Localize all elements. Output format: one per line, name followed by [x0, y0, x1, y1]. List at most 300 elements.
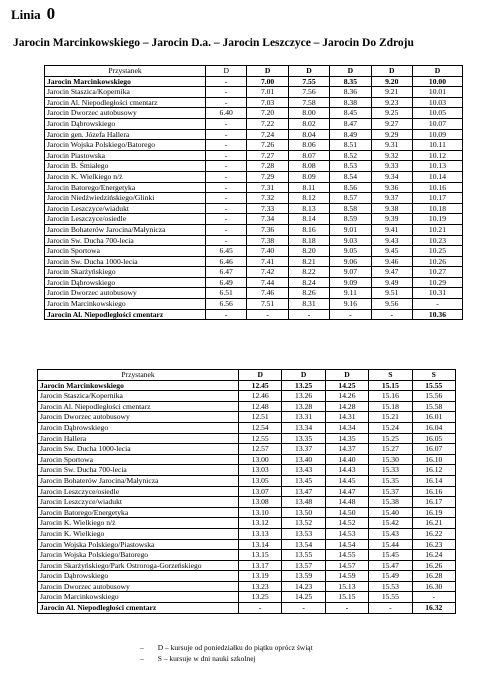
- departure-time: 14.57: [325, 560, 368, 571]
- departure-time: 6.51: [206, 288, 247, 299]
- departure-time: 13.23: [239, 581, 282, 592]
- departure-time: 15.16: [369, 391, 412, 402]
- departure-time: 14.34: [325, 422, 368, 433]
- departure-time: -: [330, 309, 371, 320]
- departure-time: 8.02: [288, 118, 329, 129]
- table-row: [38, 497, 456, 508]
- stop-name: Jarocin Leszczyce/osiedle: [45, 214, 206, 225]
- departure-time: 15.25: [369, 433, 412, 444]
- table-row: [38, 444, 456, 455]
- departure-time: 9.25: [371, 108, 412, 119]
- stop-name: Jarocin K. Wielkiego: [38, 528, 239, 539]
- departure-time: 9.06: [330, 256, 371, 267]
- departure-time: 10.29: [412, 277, 462, 288]
- departure-time: 13.26: [282, 391, 325, 402]
- departure-time: 13.25: [239, 592, 282, 603]
- departure-time: 16.01: [412, 412, 455, 423]
- departure-time: 7.40: [247, 246, 288, 257]
- stop-name: Jarocin Dąbrowskiego: [45, 277, 206, 288]
- departure-time: 13.31: [282, 412, 325, 423]
- stop-name: Jarocin Batorego/Energetyka: [45, 182, 206, 193]
- departure-time: 7.26: [247, 140, 288, 151]
- departure-time: 9.33: [371, 161, 412, 172]
- departure-time: 15.58: [412, 401, 455, 412]
- departure-time: 13.53: [282, 528, 325, 539]
- departure-time: 10.00: [412, 76, 462, 87]
- departure-time: 16.14: [412, 475, 455, 486]
- departure-time: 13.45: [282, 475, 325, 486]
- departure-time: 9.31: [371, 140, 412, 151]
- departure-time: 8.51: [330, 140, 371, 151]
- departure-time: 7.28: [247, 161, 288, 172]
- line-label: Linia: [11, 7, 41, 22]
- stop-name: Jarocin Sw. Ducha 1000-lecia: [45, 256, 206, 267]
- table-row: [38, 507, 456, 518]
- departure-time: 10.19: [412, 214, 462, 225]
- departure-time: 13.28: [282, 401, 325, 412]
- departure-time: 15.40: [369, 507, 412, 518]
- departure-time: -: [288, 309, 329, 320]
- table-row: [45, 224, 463, 235]
- departure-time: -: [325, 603, 368, 614]
- departure-time: -: [206, 193, 247, 204]
- departure-time: 9.38: [371, 203, 412, 214]
- departure-time: 9.05: [330, 246, 371, 257]
- departure-time: -: [206, 129, 247, 140]
- departure-time: 8.04: [288, 129, 329, 140]
- table-row: [45, 118, 463, 129]
- departure-time: 9.34: [371, 171, 412, 182]
- table-row: [45, 203, 463, 214]
- departure-time: 14.47: [325, 486, 368, 497]
- departure-time: 9.51: [371, 288, 412, 299]
- stop-name: Jarocin Batorego/Energetyka: [38, 507, 239, 518]
- departure-time: 15.55: [369, 592, 412, 603]
- departure-time: 15.37: [369, 486, 412, 497]
- departure-time: 6.49: [206, 277, 247, 288]
- departure-time: 8.08: [288, 161, 329, 172]
- departure-time: 8.57: [330, 193, 371, 204]
- departure-time: 7.42: [247, 267, 288, 278]
- departure-time: 8.53: [330, 161, 371, 172]
- departure-time: 9.47: [371, 267, 412, 278]
- table-row: [38, 581, 456, 592]
- table-row: [38, 412, 456, 423]
- departure-time: 13.07: [239, 486, 282, 497]
- departure-time: 16.21: [412, 518, 455, 529]
- departure-time: 15.55: [412, 380, 455, 391]
- departure-time: 9.21: [371, 87, 412, 98]
- departure-time: 9.01: [330, 224, 371, 235]
- departure-time: 9.27: [371, 118, 412, 129]
- departure-time: 16.17: [412, 497, 455, 508]
- stop-name: Jarocin Bohaterów Jarocina/Małynicza: [45, 224, 206, 235]
- departure-time: 13.47: [282, 486, 325, 497]
- departure-time: 7.44: [247, 277, 288, 288]
- legend: [140, 642, 313, 664]
- table-row: [45, 256, 463, 267]
- column-header: D: [325, 370, 368, 381]
- departure-time: 8.06: [288, 140, 329, 151]
- table-row: [45, 76, 463, 87]
- departure-time: 7.01: [247, 87, 288, 98]
- departure-time: 8.20: [288, 246, 329, 257]
- table-row: [38, 592, 456, 603]
- departure-time: 7.51: [247, 299, 288, 310]
- departure-time: 15.15: [325, 592, 368, 603]
- departure-time: 15.49: [369, 571, 412, 582]
- departure-time: -: [206, 118, 247, 129]
- table-row: [45, 193, 463, 204]
- departure-time: 13.34: [282, 422, 325, 433]
- departure-time: 10.27: [412, 267, 462, 278]
- stop-name: Jarocin Dworzec autobusowy: [45, 108, 206, 119]
- legend-text: S – kursuje w dni nauki szkolnej: [157, 654, 256, 663]
- table-row: [45, 161, 463, 172]
- departure-time: 16.19: [412, 507, 455, 518]
- departure-time: 13.55: [282, 550, 325, 561]
- departure-time: 13.08: [239, 497, 282, 508]
- table-row: [45, 150, 463, 161]
- departure-time: 7.38: [247, 235, 288, 246]
- departure-time: 7.34: [247, 214, 288, 225]
- table-row: [38, 391, 456, 402]
- stop-name: Jarocin Leszczyce/osiedle: [38, 486, 239, 497]
- departure-time: 12.45: [239, 380, 282, 391]
- table-row: [38, 560, 456, 571]
- departure-time: -: [206, 182, 247, 193]
- departure-time: 12.46: [239, 391, 282, 402]
- stop-name: Jarocin Wojska Polskiego/Batorego: [45, 140, 206, 151]
- stop-name: Jarocin Marcinkowskiego: [45, 76, 206, 87]
- stop-name: Jarocin Dąbrowskiego: [38, 571, 239, 582]
- route-title: Jarocin Marcinkowskiego – Jarocin D.a. – Jarocin Leszczyce – Jarocin Do Zdroju: [13, 37, 414, 49]
- table-row: [38, 380, 456, 391]
- departure-time: 7.33: [247, 203, 288, 214]
- departure-time: -: [247, 309, 288, 320]
- departure-time: 14.35: [325, 433, 368, 444]
- departure-time: 13.14: [239, 539, 282, 550]
- departure-time: 8.52: [330, 150, 371, 161]
- departure-time: 7.58: [288, 97, 329, 108]
- departure-time: 13.52: [282, 518, 325, 529]
- departure-time: 13.12: [239, 518, 282, 529]
- legend-text: D – kursuje od poniedziałku do piątku oprócz świąt: [157, 643, 313, 652]
- departure-time: 12.51: [239, 412, 282, 423]
- departure-time: 8.47: [330, 118, 371, 129]
- departure-time: 13.19: [239, 571, 282, 582]
- stop-name: Jarocin Sportowa: [38, 454, 239, 465]
- table-row: [45, 129, 463, 140]
- departure-time: 9.45: [371, 246, 412, 257]
- column-header: D: [282, 370, 325, 381]
- departure-time: 16.22: [412, 528, 455, 539]
- departure-time: -: [206, 76, 247, 87]
- departure-time: 15.56: [412, 391, 455, 402]
- departure-time: 15.13: [325, 581, 368, 592]
- stop-name: Jarocin Sw. Ducha 700-lecia: [45, 235, 206, 246]
- departure-time: 7.27: [247, 150, 288, 161]
- table-row: [45, 267, 463, 278]
- table-row: [38, 465, 456, 476]
- stop-name: Jarocin Al. Niepodległości cmentarz: [38, 401, 239, 412]
- departure-time: 10.16: [412, 182, 462, 193]
- departure-time: 9.36: [371, 182, 412, 193]
- departure-time: 8.36: [330, 87, 371, 98]
- departure-time: 13.00: [239, 454, 282, 465]
- table-row: [45, 171, 463, 182]
- departure-time: 16.23: [412, 539, 455, 550]
- departure-time: -: [206, 203, 247, 214]
- table-row: [45, 299, 463, 310]
- departure-time: 8.26: [288, 288, 329, 299]
- departure-time: 13.57: [282, 560, 325, 571]
- departure-time: 12.48: [239, 401, 282, 412]
- stop-name: Jarocin Al. Niepodległości cmentarz: [45, 97, 206, 108]
- table-row: [38, 475, 456, 486]
- column-header: D: [288, 66, 329, 77]
- table-row: [45, 182, 463, 193]
- table-row: [38, 550, 456, 561]
- departure-time: -: [206, 171, 247, 182]
- departure-time: 16.28: [412, 571, 455, 582]
- departure-time: 7.56: [288, 87, 329, 98]
- stop-name: Jarocin Marcinkowskiego: [38, 380, 239, 391]
- stop-name: Jarocin Dworzec autobusowy: [45, 288, 206, 299]
- departure-time: -: [412, 592, 455, 603]
- departure-time: 13.54: [282, 539, 325, 550]
- timetable-1-body: [45, 76, 463, 320]
- departure-time: 13.40: [282, 454, 325, 465]
- departure-time: 12.54: [239, 422, 282, 433]
- departure-time: 13.10: [239, 507, 282, 518]
- legend-item: [140, 642, 313, 653]
- departure-time: -: [239, 603, 282, 614]
- stop-name: Jarocin Leszczyce/wiadukt: [38, 497, 239, 508]
- departure-time: 9.49: [371, 277, 412, 288]
- departure-time: 10.01: [412, 87, 462, 98]
- legend-item: [140, 653, 313, 664]
- departure-time: 9.09: [330, 277, 371, 288]
- table-row: [38, 486, 456, 497]
- departure-time: 8.13: [288, 203, 329, 214]
- departure-time: 9.39: [371, 214, 412, 225]
- departure-time: 15.38: [369, 497, 412, 508]
- departure-time: 14.53: [325, 528, 368, 539]
- table-row: [38, 422, 456, 433]
- stop-name: Jarocin Sw. Ducha 700-lecia: [38, 465, 239, 476]
- stop-name: Jarocin Leszczyce/wiadukt: [45, 203, 206, 214]
- departure-time: 13.35: [282, 433, 325, 444]
- stop-name: Jarocin Dworzec autobusowy: [38, 412, 239, 423]
- departure-time: 9.20: [371, 76, 412, 87]
- departure-time: 15.15: [369, 380, 412, 391]
- departure-time: 14.28: [325, 401, 368, 412]
- departure-time: -: [206, 309, 247, 320]
- departure-time: -: [206, 224, 247, 235]
- departure-time: 8.22: [288, 267, 329, 278]
- departure-time: 15.35: [369, 475, 412, 486]
- stop-name: Jarocin Dąbrowskiego: [38, 422, 239, 433]
- table-row: [38, 454, 456, 465]
- stop-column-header: Przystanek: [45, 66, 206, 77]
- departure-time: 15.47: [369, 560, 412, 571]
- departure-time: 15.21: [369, 412, 412, 423]
- departure-time: 16.32: [412, 603, 455, 614]
- departure-time: 8.49: [330, 129, 371, 140]
- departure-time: 9.07: [330, 267, 371, 278]
- departure-time: -: [371, 309, 412, 320]
- departure-time: 7.22: [247, 118, 288, 129]
- stop-name: Jarocin Niedźwiedzińskiego/Glinki: [45, 193, 206, 204]
- departure-time: 10.11: [412, 140, 462, 151]
- departure-time: 13.43: [282, 465, 325, 476]
- timetable-2-header-row: [38, 370, 456, 381]
- column-header: S: [369, 370, 412, 381]
- departure-time: 13.17: [239, 560, 282, 571]
- departure-time: 14.48: [325, 497, 368, 508]
- table-row: [38, 528, 456, 539]
- departure-time: 10.18: [412, 203, 462, 214]
- departure-time: 14.54: [325, 539, 368, 550]
- column-header: D: [247, 66, 288, 77]
- timetable-2-body: [38, 380, 456, 613]
- column-header: D: [206, 66, 247, 77]
- stop-name: Jarocin Skarżyńskiego: [45, 267, 206, 278]
- stop-name: Jarocin Staszica/Kopernika: [38, 391, 239, 402]
- departure-time: 15.53: [369, 581, 412, 592]
- departure-time: 6.46: [206, 256, 247, 267]
- departure-time: 10.23: [412, 235, 462, 246]
- departure-time: -: [412, 299, 462, 310]
- departure-time: 9.23: [371, 97, 412, 108]
- table-row: [38, 433, 456, 444]
- departure-time: 14.45: [325, 475, 368, 486]
- departure-time: 12.55: [239, 433, 282, 444]
- departure-time: -: [369, 603, 412, 614]
- table-row: [45, 97, 463, 108]
- departure-time: 14.40: [325, 454, 368, 465]
- stop-name: Jarocin Al. Niepodległości cmentarz: [45, 309, 206, 320]
- departure-time: 9.37: [371, 193, 412, 204]
- departure-time: 8.16: [288, 224, 329, 235]
- departure-time: 14.59: [325, 571, 368, 582]
- departure-time: 15.18: [369, 401, 412, 412]
- departure-time: 9.56: [371, 299, 412, 310]
- departure-time: 14.55: [325, 550, 368, 561]
- departure-time: 8.56: [330, 182, 371, 193]
- departure-time: 10.25: [412, 246, 462, 257]
- departure-time: 13.25: [282, 380, 325, 391]
- departure-time: 10.13: [412, 161, 462, 172]
- departure-time: 6.56: [206, 299, 247, 310]
- departure-time: 9.29: [371, 129, 412, 140]
- departure-time: 16.26: [412, 560, 455, 571]
- departure-time: 8.35: [330, 76, 371, 87]
- departure-time: 14.37: [325, 444, 368, 455]
- stop-name: Jarocin Dąbrowskiego: [45, 118, 206, 129]
- departure-time: 7.24: [247, 129, 288, 140]
- departure-time: 16.10: [412, 454, 455, 465]
- departure-time: 10.07: [412, 118, 462, 129]
- departure-time: 10.05: [412, 108, 462, 119]
- departure-time: 8.45: [330, 108, 371, 119]
- line-number: 0: [46, 4, 56, 23]
- departure-time: 16.07: [412, 444, 455, 455]
- departure-time: 15.24: [369, 422, 412, 433]
- departure-time: 14.31: [325, 412, 368, 423]
- departure-time: 8.38: [330, 97, 371, 108]
- stop-name: Jarocin Piastowska: [45, 150, 206, 161]
- departure-time: 13.50: [282, 507, 325, 518]
- departure-time: 15.33: [369, 465, 412, 476]
- stop-name: Jarocin Sportowa: [45, 246, 206, 257]
- table-row: [45, 288, 463, 299]
- departure-time: -: [206, 97, 247, 108]
- departure-time: 10.03: [412, 97, 462, 108]
- table-row: [45, 214, 463, 225]
- departure-time: 14.23: [282, 581, 325, 592]
- departure-time: -: [206, 214, 247, 225]
- table-row: [38, 571, 456, 582]
- column-header: D: [239, 370, 282, 381]
- departure-time: 9.43: [371, 235, 412, 246]
- departure-time: 15.27: [369, 444, 412, 455]
- departure-time: 6.47: [206, 267, 247, 278]
- departure-time: 16.24: [412, 550, 455, 561]
- departure-time: 7.00: [247, 76, 288, 87]
- departure-time: 7.46: [247, 288, 288, 299]
- departure-time: 9.03: [330, 235, 371, 246]
- departure-time: 7.31: [247, 182, 288, 193]
- departure-time: 7.20: [247, 108, 288, 119]
- departure-time: 13.05: [239, 475, 282, 486]
- departure-time: 15.45: [369, 550, 412, 561]
- departure-time: 8.24: [288, 277, 329, 288]
- departure-time: 8.11: [288, 182, 329, 193]
- stop-name: Jarocin gen. Józefa Hallera: [45, 129, 206, 140]
- legend-bullet: –: [140, 643, 144, 652]
- table-row: [45, 277, 463, 288]
- departure-time: 7.41: [247, 256, 288, 267]
- departure-time: 8.09: [288, 171, 329, 182]
- stop-name: Jarocin Wojska Polskiego/Piastowska: [38, 539, 239, 550]
- departure-time: 13.03: [239, 465, 282, 476]
- departure-time: 9.46: [371, 256, 412, 267]
- column-header: D: [412, 66, 462, 77]
- departure-time: 10.31: [412, 288, 462, 299]
- table-row: [38, 518, 456, 529]
- stop-name: Jarocin K. Wielkiego n/ż: [38, 518, 239, 529]
- stop-name: Jarocin Al. Niepodległości cmentarz: [38, 603, 239, 614]
- departure-time: 8.58: [330, 203, 371, 214]
- departure-time: 8.12: [288, 193, 329, 204]
- table-row: [45, 108, 463, 119]
- departure-time: -: [282, 603, 325, 614]
- departure-time: 9.11: [330, 288, 371, 299]
- legend-bullet: –: [140, 654, 144, 663]
- column-header: D: [330, 66, 371, 77]
- departure-time: 14.43: [325, 465, 368, 476]
- departure-time: 15.42: [369, 518, 412, 529]
- stop-name: Jarocin Wojska Polskiego/Batorego: [38, 550, 239, 561]
- departure-time: 8.14: [288, 214, 329, 225]
- departure-time: 7.36: [247, 224, 288, 235]
- stop-name: Jarocin K. Wielkiego n/ż: [45, 171, 206, 182]
- departure-time: 7.29: [247, 171, 288, 182]
- departure-time: 9.16: [330, 299, 371, 310]
- timetable-2: [37, 369, 456, 614]
